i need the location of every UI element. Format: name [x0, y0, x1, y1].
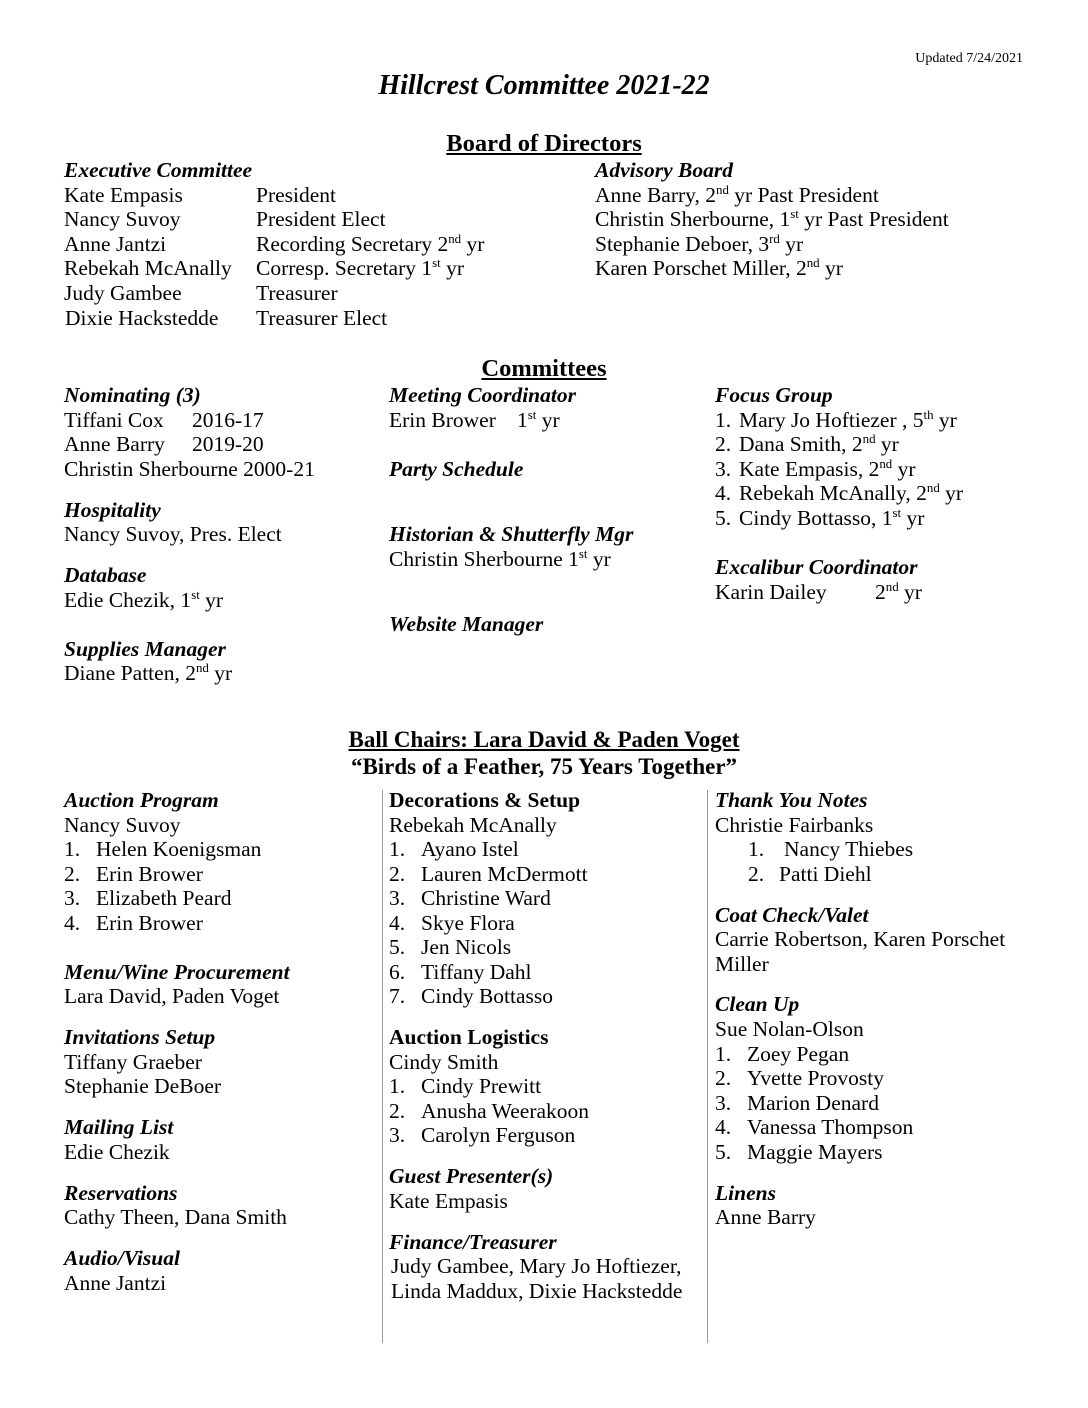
decorations-heading: Decorations & Setup — [389, 788, 581, 812]
list-number: 1. — [389, 837, 406, 861]
clean-up-member: Vanessa Thompson — [747, 1115, 914, 1139]
guest-presenters-member: Kate Empasis — [389, 1189, 508, 1213]
focus-group-member: Kate Empasis, 2nd yr — [739, 457, 916, 481]
decorations-member: Tiffany Dahl — [421, 960, 532, 984]
clean-up-lead: Sue Nolan-Olson — [715, 1017, 864, 1041]
auction-program-member: Elizabeth Peard — [96, 886, 232, 910]
ordinal-suffix: nd — [879, 457, 893, 472]
invitations-member: Tiffany Graeber — [64, 1050, 202, 1074]
decorations-member: Skye Flora — [421, 911, 515, 935]
auction-program-member: Erin Brower — [96, 911, 203, 935]
list-number: 5. — [715, 1140, 732, 1164]
advisory-member: Anne Barry, 2nd yr Past President — [595, 183, 879, 207]
list-number: 2. — [389, 1099, 406, 1123]
list-number: 1. — [715, 1042, 732, 1066]
decorations-member: Christine Ward — [421, 886, 551, 910]
clean-up-member: Maggie Mayers — [747, 1140, 883, 1164]
clean-up-member: Yvette Provosty — [747, 1066, 884, 1090]
executive-committee-heading: Executive Committee — [64, 158, 253, 182]
executive-member-name: Dixie Hackstedde — [65, 306, 219, 330]
clean-up-member: Zoey Pegan — [747, 1042, 850, 1066]
executive-member-name: Judy Gambee — [64, 281, 182, 305]
linens-member: Anne Barry — [715, 1205, 816, 1229]
nominating-member-term: 2000-21 — [243, 457, 315, 481]
executive-member-name: Kate Empasis — [64, 183, 183, 207]
decorations-member: Cindy Bottasso — [421, 984, 554, 1008]
database-heading: Database — [64, 563, 147, 587]
hospitality-member: Nancy Suvoy, Pres. Elect — [64, 522, 282, 546]
nominating-member-name: Anne Barry — [64, 432, 165, 456]
decorations-member: Ayano Istel — [421, 837, 519, 861]
focus-group-member: Mary Jo Hoftiezer , 5th yr — [739, 408, 957, 432]
focus-group-member: Dana Smith, 2nd yr — [739, 432, 899, 456]
thank-you-notes-lead: Christie Fairbanks — [715, 813, 874, 837]
meeting-coordinator-heading: Meeting Coordinator — [389, 383, 576, 407]
list-number: 1. — [64, 837, 81, 861]
list-number: 7. — [389, 984, 406, 1008]
executive-member-role: Treasurer — [256, 281, 338, 305]
ordinal-suffix: th — [923, 408, 934, 423]
nominating-member-term: 2016-17 — [192, 408, 264, 432]
auction-program-heading: Auction Program — [64, 788, 219, 812]
auction-logistics-heading: Auction Logistics — [389, 1025, 549, 1049]
invitations-member: Stephanie DeBoer — [64, 1074, 222, 1098]
ordinal-suffix: nd — [806, 256, 820, 271]
focus-group-member: Rebekah McAnally, 2nd yr — [739, 481, 964, 505]
finance-treasurer-heading: Finance/Treasurer — [389, 1230, 557, 1254]
historian-member: Christin Sherbourne 1st yr — [389, 547, 611, 571]
clean-up-member: Marion Denard — [747, 1091, 879, 1115]
decorations-member: Lauren McDermott — [421, 862, 588, 886]
list-number: 1. — [748, 837, 765, 861]
ordinal-suffix: nd — [448, 232, 462, 247]
auction-logistics-member: Anusha Weerakoon — [421, 1099, 590, 1123]
menu-wine-member: Lara David, Paden Voget — [64, 984, 280, 1008]
list-number: 6. — [389, 960, 406, 984]
audio-visual-heading: Audio/Visual — [64, 1246, 180, 1270]
list-number: 4. — [389, 911, 406, 935]
list-number: 5. — [715, 506, 732, 530]
nominating-member-name: Christin Sherbourne — [64, 457, 238, 481]
executive-member-role: Recording Secretary 2nd yr — [256, 232, 485, 256]
executive-member-role: Treasurer Elect — [256, 306, 388, 330]
nominating-member-row — [64, 457, 315, 482]
hospitality-heading: Hospitality — [64, 498, 161, 522]
list-number: 3. — [715, 1091, 732, 1115]
clean-up-heading: Clean Up — [715, 992, 800, 1016]
ball-theme: “Birds of a Feather, 75 Years Together” — [350, 754, 738, 779]
list-number: 2. — [715, 1066, 732, 1090]
list-number: 5. — [389, 935, 406, 959]
auction-logistics-member: Carolyn Ferguson — [421, 1123, 576, 1147]
ordinal-suffix: st — [578, 547, 588, 562]
auction-program-member: Helen Koenigsman — [96, 837, 262, 861]
invitations-heading: Invitations Setup — [64, 1025, 216, 1049]
list-number: 4. — [64, 911, 81, 935]
meeting-coordinator-term: 1st yr — [517, 408, 560, 432]
thank-you-notes-member: Nancy Thiebes — [784, 837, 914, 861]
nominating-member-name: Tiffani Cox — [64, 408, 164, 432]
list-number: 4. — [715, 481, 732, 505]
decorations-member: Jen Nicols — [421, 935, 512, 959]
list-number: 2. — [64, 862, 81, 886]
ordinal-suffix: nd — [716, 183, 729, 198]
nominating-heading: Nominating (3) — [64, 383, 201, 407]
thank-you-notes-member: Patti Diehl — [779, 862, 872, 886]
advisory-board-heading: Advisory Board — [595, 158, 733, 182]
decorations-lead: Rebekah McAnally — [389, 813, 557, 837]
ordinal-suffix: rd — [769, 232, 780, 247]
audio-visual-member: Anne Jantzi — [64, 1271, 167, 1295]
list-number: 2. — [748, 862, 765, 886]
executive-member-name: Nancy Suvoy — [64, 207, 181, 231]
database-member: Edie Chezik, 1st yr — [64, 588, 224, 612]
thank-you-notes-heading: Thank You Notes — [715, 788, 868, 812]
finance-treasurer-members: Judy Gambee, Mary Jo Hoftiezer, Linda Maddux, Dixie Hackstedde — [391, 1254, 683, 1303]
reservations-member: Cathy Theen, Dana Smith — [64, 1205, 287, 1229]
list-number: 3. — [64, 886, 81, 910]
coat-check-heading: Coat Check/Valet — [715, 903, 869, 927]
ordinal-suffix: st — [527, 408, 537, 423]
advisory-member: Karen Porschet Miller, 2nd yr — [595, 256, 843, 280]
ordinal-suffix: st — [191, 588, 200, 603]
committees-heading: Committees — [481, 355, 607, 382]
list-number: 2. — [389, 862, 406, 886]
executive-member-name: Anne Jantzi — [64, 232, 167, 256]
mailing-list-heading: Mailing List — [64, 1115, 174, 1139]
focus-group-member: Cindy Bottasso, 1st yr — [739, 506, 925, 530]
column-divider — [707, 790, 708, 1343]
linens-heading: Linens — [715, 1181, 776, 1205]
ordinal-suffix: nd — [926, 481, 940, 496]
list-number: 1. — [389, 1074, 406, 1098]
ordinal-suffix: nd — [885, 580, 899, 595]
ordinal-suffix: st — [892, 506, 902, 521]
auction-program-lead: Nancy Suvoy — [64, 813, 181, 837]
list-number: 2. — [715, 432, 732, 456]
list-number: 3. — [715, 457, 732, 481]
supplies-manager-member: Diane Patten, 2nd yr — [64, 661, 233, 685]
ordinal-suffix: nd — [862, 432, 876, 447]
focus-group-heading: Focus Group — [715, 383, 833, 407]
ball-chairs-heading: Ball Chairs: Lara David & Paden Voget — [348, 727, 740, 752]
coat-check-members: Carrie Robertson, Karen Porschet Miller — [715, 927, 1006, 976]
meeting-coordinator-name: Erin Brower — [389, 408, 496, 432]
executive-member-name: Rebekah McAnally — [64, 256, 232, 280]
column-divider — [382, 790, 383, 1343]
excalibur-coordinator-heading: Excalibur Coordinator — [715, 555, 918, 579]
list-number: 3. — [389, 1123, 406, 1147]
executive-member-role: President Elect — [256, 207, 386, 231]
board-of-directors-heading: Board of Directors — [446, 130, 642, 157]
list-number: 3. — [389, 886, 406, 910]
auction-program-member: Erin Brower — [96, 862, 203, 886]
list-number: 4. — [715, 1115, 732, 1139]
advisory-member: Stephanie Deboer, 3rd yr — [595, 232, 804, 256]
advisory-member: Christin Sherbourne, 1st yr Past President — [595, 207, 949, 231]
mailing-list-member: Edie Chezik — [64, 1140, 170, 1164]
party-schedule-heading: Party Schedule — [389, 457, 524, 481]
supplies-manager-heading: Supplies Manager — [64, 637, 226, 661]
reservations-heading: Reservations — [64, 1181, 178, 1205]
guest-presenters-heading: Guest Presenter(s) — [389, 1164, 554, 1188]
menu-wine-heading: Menu/Wine Procurement — [64, 960, 290, 984]
excalibur-coordinator-term: 2nd yr — [875, 580, 922, 604]
executive-member-role: Corresp. Secretary 1st yr — [256, 256, 465, 280]
excalibur-coordinator-name: Karin Dailey — [715, 580, 827, 604]
auction-logistics-member: Cindy Prewitt — [421, 1074, 542, 1098]
website-manager-heading: Website Manager — [389, 612, 544, 636]
page-title: Hillcrest Committee 2021-22 — [378, 70, 710, 101]
nominating-member-term: 2019-20 — [192, 432, 264, 456]
executive-member-role: President — [256, 183, 337, 207]
ordinal-suffix: st — [790, 207, 799, 222]
updated-date: Updated 7/24/2021 — [915, 51, 1023, 66]
ordinal-suffix: nd — [195, 661, 209, 676]
auction-logistics-lead: Cindy Smith — [389, 1050, 499, 1074]
list-number: 1. — [715, 408, 732, 432]
ordinal-suffix: st — [432, 256, 441, 271]
historian-heading: Historian & Shutterfly Mgr — [389, 522, 634, 546]
